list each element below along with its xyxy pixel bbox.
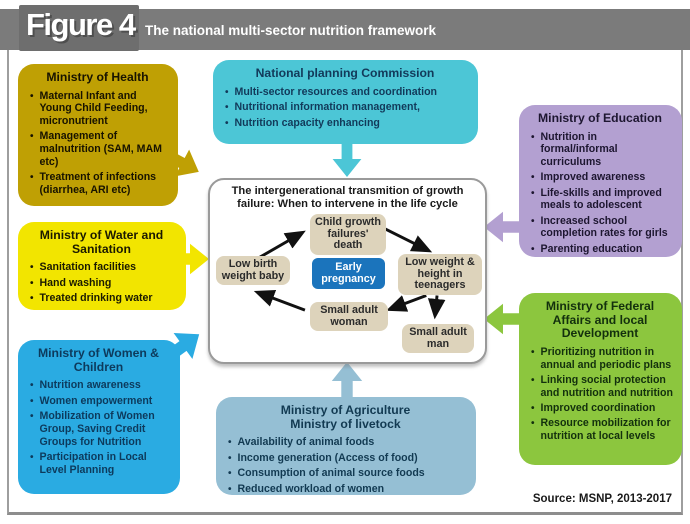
box-title: National planning Commission xyxy=(255,66,435,80)
box-title-line1: Ministry of Agriculture xyxy=(280,403,411,417)
node-early-pregnancy: Early pregnancy xyxy=(312,258,385,289)
box-title-line2: Ministry of livetock xyxy=(290,416,401,431)
ministry-of-education-box xyxy=(519,105,682,257)
federal-left-arrow-icon xyxy=(483,300,523,338)
ministry-of-agriculture-box xyxy=(216,397,476,495)
bullet-item: • Improved awareness xyxy=(531,171,673,184)
agriculture-up-arrow-icon xyxy=(328,362,366,400)
bullet-item: • Income generation (Access of food) xyxy=(228,452,467,465)
life-cycle-title: The intergenerational transmition of growth failure: When to intervene in the life cycle xyxy=(231,185,464,211)
bullet-list xyxy=(26,90,169,197)
bullet-item: • Nutrition in formal/informal curriculums xyxy=(531,131,673,169)
bullet-item: • Sanitation facilities xyxy=(30,261,177,274)
bullet-item: • Management of malnutrition (SAM, MAM etc) xyxy=(30,130,169,168)
source-citation: Source: MSNP, 2013-2017 xyxy=(532,493,672,505)
box-title xyxy=(224,404,467,431)
bullet-list xyxy=(527,131,673,256)
arrow-child-to-teen xyxy=(385,229,428,251)
bullet-item: • Nutritional information management, xyxy=(225,101,469,114)
bullet-list xyxy=(224,436,467,496)
node-low-weight-teenagers: Low weight & height in teenagers xyxy=(398,254,482,295)
bullet-item: • Maternal Infant and Young Child Feeding, micronutrient xyxy=(30,90,169,128)
bullet-item: • Women empowerment xyxy=(30,395,171,408)
bullet-item: • Mobilization of Women Group, Saving Credit Groups for Nutrition xyxy=(30,410,171,448)
ministry-of-federal-affairs-box xyxy=(519,293,682,465)
arrow-baby-to-child xyxy=(258,233,302,258)
life-cycle-diagram xyxy=(208,178,487,364)
npc-down-arrow-icon xyxy=(329,140,365,178)
node-child-growth-death: Child growth failures' death xyxy=(310,214,386,255)
figure-title: The national multi-sector nutrition framework xyxy=(145,23,437,38)
bullet-item: • Prioritizing nutrition in annual and periodic plans xyxy=(531,346,673,371)
arrow-teen-to-woman xyxy=(390,295,426,309)
bullet-list xyxy=(527,346,673,443)
figure-label: Figure 4 xyxy=(26,7,135,42)
bullet-item: • Increased school completion rates for girls xyxy=(531,215,673,240)
bullet-item: • Improved coordination xyxy=(531,402,673,415)
figure-header xyxy=(0,9,690,50)
bullet-item: • Treated drinking water xyxy=(30,292,177,305)
bullet-item: • Nutrition awareness xyxy=(30,379,171,392)
national-planning-commission-box xyxy=(213,60,478,144)
bullet-item: • Linking social protection and nutrition and nutrition xyxy=(531,374,673,399)
bullet-item: • Hand washing xyxy=(30,277,177,290)
bullet-item: • Reduced workload of women xyxy=(228,483,467,496)
node-small-adult-woman: Small adult woman xyxy=(310,302,388,331)
arrow-woman-to-baby xyxy=(258,293,305,311)
bullet-item: • Resource mobilization for nutrition at local levels xyxy=(531,417,673,442)
node-low-birth-weight-baby: Low birth weight baby xyxy=(216,256,290,285)
box-title: Ministry of Education xyxy=(538,111,662,125)
ministry-of-women-children-box xyxy=(18,340,180,494)
box-title: Ministry of Water and Sanitation xyxy=(39,228,164,256)
bullet-item: • Nutrition capacity enhancing xyxy=(225,117,469,130)
bullet-item: • Multi-sector resources and coordination xyxy=(225,86,469,99)
ministry-of-health-box xyxy=(18,64,178,206)
bullet-item: • Parenting education xyxy=(531,243,673,256)
bullet-item: • Availability of animal foods xyxy=(228,436,467,449)
bullet-list xyxy=(221,86,469,130)
bullet-item: • Consumption of animal source foods xyxy=(228,467,467,480)
bullet-list xyxy=(26,261,177,305)
bullet-item: • Treatment of infections (diarrhea, ARI etc) xyxy=(30,171,169,196)
node-small-adult-man: Small adult man xyxy=(402,324,474,353)
bullet-list xyxy=(26,379,171,476)
box-title: Ministry of Federal Affairs and local Development xyxy=(545,299,655,341)
education-left-arrow-icon xyxy=(483,208,523,246)
bullet-item: • Life-skills and improved meals to adolescent xyxy=(531,187,673,212)
arrow-teen-to-man xyxy=(435,295,437,315)
box-title: Ministry of Women & Children xyxy=(38,346,159,374)
bullet-item: • Participation in Local Level Planning xyxy=(30,451,171,476)
ministry-of-water-sanitation-box xyxy=(18,222,186,310)
box-title: Ministry of Health xyxy=(46,70,149,84)
